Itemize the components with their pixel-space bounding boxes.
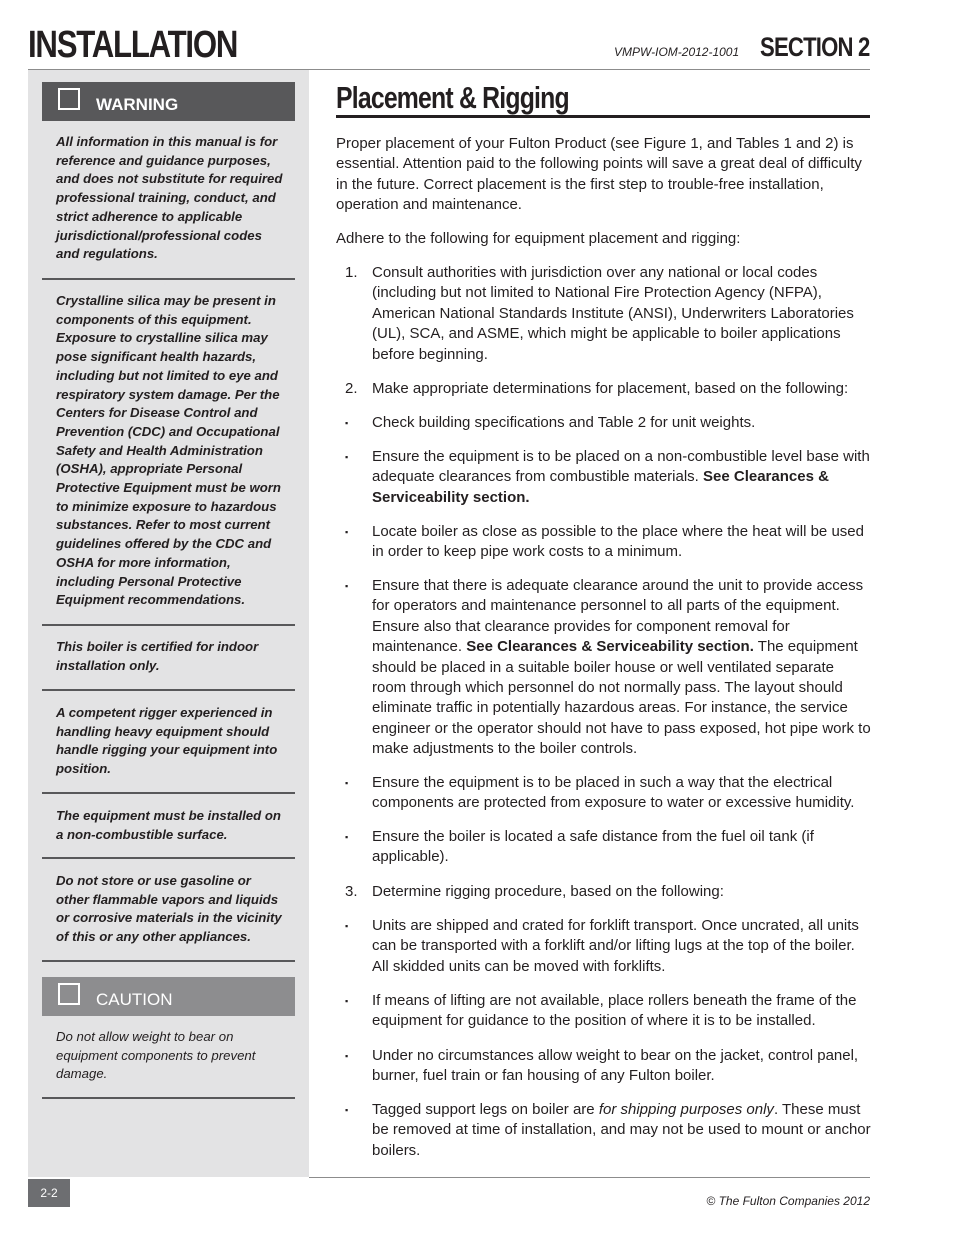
divider bbox=[42, 689, 295, 691]
warning-note-guidance: All information in this manual is for reference and guidance purposes, and does not substitute for required professional training, conduct, and strict adherence to applicable jurisdictional/professional codes and regulations. bbox=[56, 134, 283, 262]
bullet-text-main: Ensure the equipment is to be placed on a non-combustible level base with adequate clearances from combustible materials. bbox=[372, 448, 870, 486]
lead-paragraph: Adhere to the following for equipment placement and rigging: bbox=[336, 230, 741, 247]
step-number: 3. bbox=[345, 883, 358, 900]
warning-label: WARNING bbox=[96, 95, 179, 114]
bullet-text-bold: See Clearances & Serviceability section. bbox=[466, 638, 754, 656]
footer-rule bbox=[309, 1177, 870, 1178]
bullet-text-post: The equipment should be placed in a suitable boiler house or well ventilated separate room through which personnel do not normally pass. The layout should eliminate traffic in potentially hazardous areas. For instance, the service engineer or the operator should not have to pass exposed, hot pipe work to make adjustments to the boiler controls. bbox=[372, 638, 871, 758]
caution-label: CAUTION bbox=[96, 990, 173, 1009]
section-heading: Placement & Rigging bbox=[336, 80, 569, 115]
bullet-square-icon: ▪ bbox=[345, 527, 349, 537]
section-label: SECTION 2 bbox=[760, 32, 870, 62]
bullet-text: Ensure the boiler is located a safe distance from the fuel oil tank (if applicable). bbox=[372, 828, 814, 866]
bullet-text bbox=[372, 576, 871, 760]
bullet-square-icon: ▪ bbox=[345, 1105, 349, 1115]
bullet-text-pre: Ensure that there is adequate clearance around the unit to provide access for operators and maintenance personnel to all parts of the equipment. Ensure also that clearance provides for component removal for maintenance. bbox=[372, 577, 864, 656]
bullet-square-icon: ▪ bbox=[345, 452, 349, 462]
divider bbox=[42, 278, 295, 280]
bullet-square-icon: ▪ bbox=[345, 921, 349, 931]
caution-note: Do not allow weight to bear on equipment components to prevent damage. bbox=[56, 1029, 256, 1082]
divider bbox=[42, 624, 295, 626]
bullet-text bbox=[372, 1100, 871, 1161]
bullet-square-icon: ▪ bbox=[345, 778, 349, 788]
bullet-text-bold: See Clearances & Serviceability section. bbox=[372, 468, 829, 506]
step-number: 2. bbox=[345, 380, 358, 397]
bullet-text bbox=[372, 447, 871, 508]
bullet-text: If means of lifting are not available, place rollers beneath the frame of the equipment for guidance to the position of where it is to be installed. bbox=[372, 992, 857, 1030]
document-code: VMPW-IOM-2012-1001 bbox=[614, 45, 740, 59]
step-number: 1. bbox=[345, 264, 358, 281]
warning-note-rigger: A competent rigger experienced in handling heavy equipment should handle rigging your equipment into position. bbox=[56, 705, 278, 777]
bullet-text-post: . These must be removed at time of installation, and may not be used to mount or anchor boilers. bbox=[372, 1101, 871, 1159]
bullet-text: Ensure the equipment is to be placed in such a way that the electrical components are protected from exposure to water or excessive humidity. bbox=[372, 774, 855, 812]
warning-note-indoor: This boiler is certified for indoor installation only. bbox=[56, 639, 259, 673]
bullet-text-italic: for shipping purposes only bbox=[598, 1101, 774, 1118]
divider bbox=[42, 857, 295, 859]
caution-header bbox=[42, 977, 295, 1016]
step-text: Make appropriate determinations for placement, based on the following: bbox=[372, 380, 849, 397]
divider bbox=[42, 1097, 295, 1099]
safety-sidebar bbox=[28, 70, 309, 1177]
warning-note-flammables: Do not store or use gasoline or other flammable vapors and liquids or corrosive materials in the vicinity of this or any other appliances. bbox=[56, 873, 282, 945]
page-number: 2-2 bbox=[28, 1179, 70, 1207]
chapter-title: INSTALLATION bbox=[28, 24, 238, 66]
warning-note-surface: The equipment must be installed on a non-combustible surface. bbox=[56, 808, 281, 842]
bullet-square-icon: ▪ bbox=[345, 832, 349, 842]
warning-header bbox=[42, 82, 295, 121]
copyright: © The Fulton Companies 2012 bbox=[706, 1194, 870, 1208]
bullet-square-icon: ▪ bbox=[345, 1051, 349, 1061]
heading-rule bbox=[336, 115, 870, 118]
divider bbox=[42, 792, 295, 794]
bullet-square-icon: ▪ bbox=[345, 581, 349, 591]
bullet-square-icon: ▪ bbox=[345, 418, 349, 428]
bullet-text: Locate boiler as close as possible to the place where the heat will be used in order to keep pipe work costs to a minimum. bbox=[372, 523, 864, 561]
step-text: Consult authorities with jurisdiction over any national or local codes (including but not limited to National Fire Protection Agency (NFPA), American National Standards Institute (ANSI), Underwriters Laboratories (UL), SCA, and ASME, which might be applicable to boiler applications before beginning. bbox=[372, 264, 854, 363]
checkbox-square-icon bbox=[58, 983, 80, 1005]
warning-note-silica: Crystalline silica may be present in components of this equipment. Exposure to crystalline silica may pose significant health hazards, including but not limited to eye and respiratory system damage. Per the Centers for Disease Control and Prevention (CDC) and Occupational Safety and Health Administration (OSHA), appropriate Personal Protective Equipment must be worn to minimize exposure to hazardous substances. Refer to most current guidelines offered by the CDC and OSHA for more information, including Personal Protective Equipment recommendations. bbox=[56, 293, 281, 608]
bullet-text: Under no circumstances allow weight to bear on the jacket, control panel, burner, fuel train or fan housing of any Fulton boiler. bbox=[372, 1047, 859, 1085]
divider bbox=[42, 960, 295, 962]
checkbox-square-icon bbox=[58, 88, 80, 110]
step-text: Determine rigging procedure, based on the following: bbox=[372, 883, 724, 900]
intro-paragraph: Proper placement of your Fulton Product (see Figure 1, and Tables 1 and 2) is essential. Attention paid to the following points will save a great deal of difficulty in the future. Correct placement is the first step to trouble-free installation, operation and maintenance. bbox=[336, 135, 862, 214]
bullet-text: Units are shipped and crated for forklift transport. Once uncrated, all units can be transported with a forklift and/or lifting lugs at the top of the boiler. All skidded units can be moved with forklifts. bbox=[372, 917, 859, 975]
bullet-text: Check building specifications and Table 2 for unit weights. bbox=[372, 414, 756, 431]
bullet-text-pre: Tagged support legs on boiler are bbox=[372, 1101, 599, 1118]
bullet-square-icon: ▪ bbox=[345, 996, 349, 1006]
